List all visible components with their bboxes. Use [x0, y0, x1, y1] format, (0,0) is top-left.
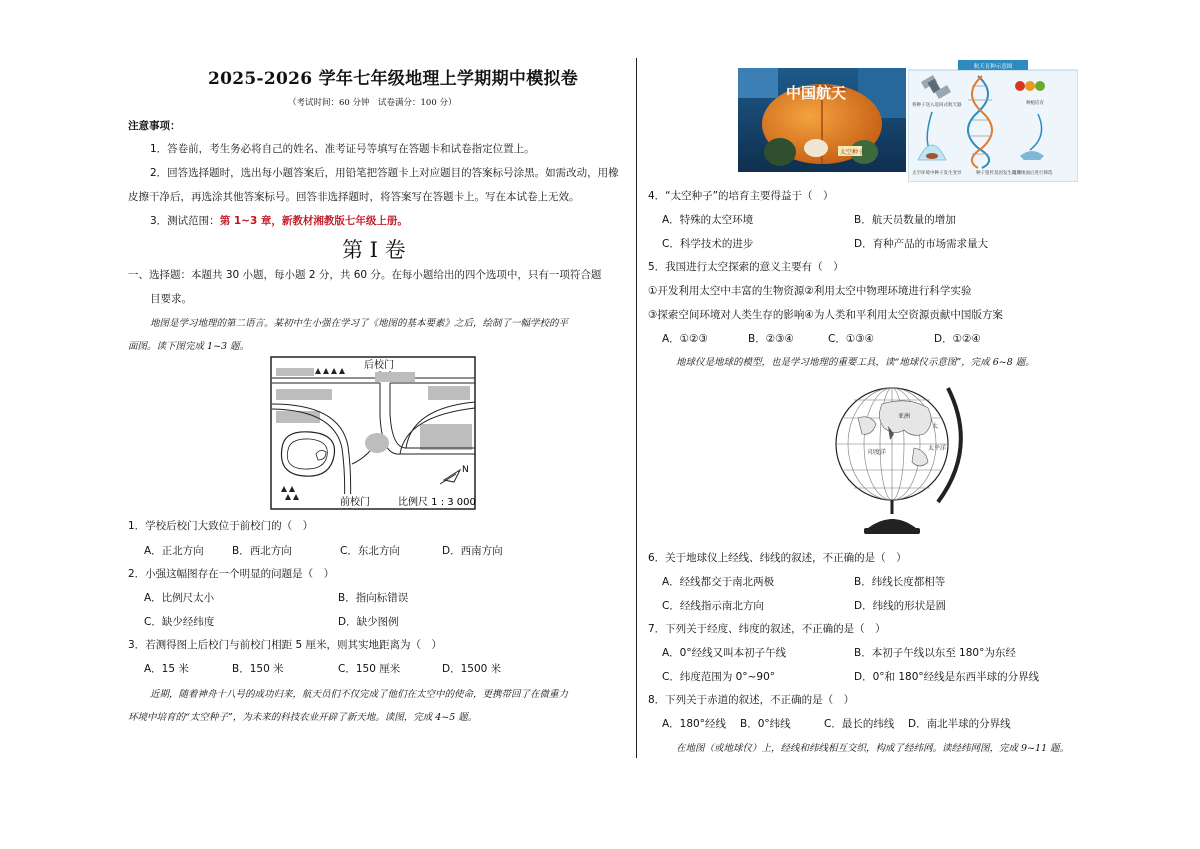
- space-breeding-diagram: [908, 60, 1078, 182]
- question-6-option-d[interactable]: D．纬线的形状是圆: [854, 600, 947, 612]
- notice-item-2-line-1: 2．回答选择题时，选出每小题答案后，用铅笔把答题卡上对应题目的答案标号涂黑。如需改动，用橡: [150, 167, 619, 179]
- pond: [281, 432, 334, 476]
- question-8-option-a[interactable]: A．180°经线: [662, 718, 726, 730]
- passage-3: 地球仪是地球的模型，也是学习地理的重要工具，读“地球仪示意图”，完成 6~8 题。: [676, 357, 1035, 368]
- diagram-title: 航天育种示意图: [973, 64, 1013, 70]
- building: [420, 424, 472, 450]
- column-divider: [636, 58, 637, 758]
- north-label: N: [462, 465, 469, 475]
- question-1-option-c[interactable]: C．东北方向: [340, 545, 400, 557]
- question-4-stem: 4．“太空种子”的培育主要得益于（ ）: [648, 190, 834, 202]
- school-map-figure: [270, 356, 476, 512]
- passage-1-line-2: 面图。读下图完成 1~3 题。: [128, 341, 250, 352]
- passage-2-line-1: 近期，随着神舟十八号的成功归来，航天员们不仅完成了他们在太空中的使命，更携带回了在微重力: [150, 689, 569, 700]
- question-7-stem: 7．下列关于经度、纬度的叙述，不正确的是（ ）: [648, 623, 886, 635]
- question-2-option-a[interactable]: A．比例尺太小: [144, 592, 215, 604]
- notice-item-2-line-2: 皮擦干净后，再选涂其他答案标号。回答非选择题时，将答案写在答题卡上。写在本试卷上无效。: [128, 191, 580, 203]
- question-1-option-a[interactable]: A．正北方向: [144, 545, 204, 557]
- globe-figure: [828, 378, 970, 542]
- question-3-option-b[interactable]: B．150 米: [232, 663, 284, 675]
- question-8-option-b[interactable]: B．0°纬线: [740, 718, 791, 730]
- question-3-stem: 3．若测得图上后校门与前校门相距 5 厘米，则其实地距离为（ ）: [128, 639, 443, 651]
- exam-title: 2025-2026 学年七年级地理上学期期中模拟卷: [208, 69, 579, 89]
- question-7-option-c[interactable]: C．纬度范围为 0°~90°: [662, 671, 776, 683]
- round-lawn: [365, 433, 389, 453]
- step-2-label: 太空环境中种子发生变异: [912, 171, 962, 176]
- back-gate-label: 后校门: [364, 360, 394, 371]
- question-5-statement-2: ③探索空间环境对人类生存的影响④为人类和平利用太空资源贡献中国版方案: [648, 309, 1003, 321]
- question-5-option-b[interactable]: B．②③④: [748, 333, 794, 345]
- globe-label-asia: 亚洲: [898, 413, 911, 420]
- question-2-option-d[interactable]: D．缺少图例: [338, 616, 399, 628]
- passage-2-line-2: 环境中培育的“太空种子”，为未来的科技农业开辟了新天地。读图，完成 4~5 题。: [128, 712, 478, 723]
- question-7-option-d[interactable]: D．0°和 180°经线是东西半球的分界线: [854, 671, 1040, 683]
- question-7-option-b[interactable]: B．本初子午线以东至 180°为东经: [854, 647, 1016, 659]
- passage-1-line-1: 地图是学习地理的第二语言。某初中生小强在学习了《地图的基本要素》之后，绘制了一幅学校的平: [150, 318, 569, 329]
- notice-item-3: 3．测试范围：第 1~3 章，新教材湘教版七年级上册。: [150, 215, 408, 227]
- step-5-label: 返回地面后进行筛选: [1012, 171, 1053, 176]
- question-8-stem: 8．下列关于赤道的叙述，不正确的是（ ）: [648, 694, 855, 706]
- front-gate-label: 前校门: [340, 497, 370, 508]
- photo-caption: 中国航天: [786, 84, 847, 102]
- globe-label-indian-ocean: 印度洋: [868, 449, 887, 456]
- question-4-option-c[interactable]: C．科学技术的进步: [662, 238, 754, 250]
- scale-label: 比例尺 1 : 3 000: [398, 497, 476, 508]
- globe-label-pacific: 太: [932, 423, 939, 430]
- passage-4: 在地图（或地球仪）上，经线和纬线相互交织，构成了经纬网。读经纬网图，完成 9~11 题。: [676, 743, 1070, 754]
- notice-heading: 注意事项：: [128, 120, 181, 132]
- question-1-option-b[interactable]: B．西北方向: [232, 545, 292, 557]
- question-5-option-a[interactable]: A．①②③: [662, 333, 708, 345]
- question-1-option-d[interactable]: D．西南方向: [442, 545, 503, 557]
- question-2-option-b[interactable]: B．指向标错误: [338, 592, 409, 604]
- question-2-stem: 2．小强这幅图存在一个明显的问题是（ ）: [128, 568, 335, 580]
- building: [276, 389, 332, 400]
- test-scope: 第 1~3 章，新教材湘教版七年级上册。: [219, 215, 408, 227]
- question-3-option-c[interactable]: C．150 厘米: [338, 663, 401, 675]
- question-5-option-c[interactable]: C．①③④: [828, 333, 875, 345]
- building: [428, 386, 470, 400]
- exam-subtitle: （考试时间：60 分钟 试卷满分：100 分）: [288, 98, 457, 108]
- question-7-option-a[interactable]: A．0°经线又叫本初子午线: [662, 647, 787, 659]
- question-2-option-c[interactable]: C．缺少经纬度: [144, 616, 215, 628]
- question-4-option-b[interactable]: B．航天员数量的增加: [854, 214, 956, 226]
- produce-icon: [1015, 81, 1045, 91]
- question-5-statement-1: ①开发利用太空中丰富的生物资源②利用太空中物理环境进行科学实验: [648, 285, 972, 297]
- question-4-option-d[interactable]: D．育种产品的市场需求量大: [854, 238, 989, 250]
- question-6-option-c[interactable]: C．经线指示南北方向: [662, 600, 764, 612]
- globe-stand: [868, 519, 916, 528]
- question-6-option-a[interactable]: A．经线都交于南北两极: [662, 576, 775, 588]
- step-3-label: 种子遗传基因发生改变: [976, 171, 1021, 176]
- question-6-stem: 6．关于地球仪上经线、纬线的叙述，不正确的是（ ）: [648, 552, 907, 564]
- step-1-label: 将种子送入返回式航天器: [912, 103, 962, 108]
- question-5-option-d[interactable]: D．①②④: [934, 333, 981, 345]
- question-3-option-a[interactable]: A．15 米: [144, 663, 189, 675]
- question-3-option-d[interactable]: D．1500 米: [442, 663, 502, 675]
- section-intro-line-2: 目要求。: [150, 293, 192, 305]
- building: [276, 411, 320, 423]
- globe-label-pacific-ocean: 太平洋: [928, 445, 947, 452]
- building: [375, 372, 415, 382]
- section-intro-line-1: 一、选择题：本题共 30 小题，每小题 2 分，共 60 分。在每小题给出的四个选项中，只有一项符合题: [128, 269, 602, 281]
- question-4-option-a[interactable]: A．特殊的太空环境: [662, 214, 754, 226]
- question-5-stem: 5．我国进行太空探索的意义主要有（ ）: [648, 261, 844, 273]
- question-8-option-c[interactable]: C．最长的纬线: [824, 718, 895, 730]
- space-seed-photo: [738, 68, 906, 172]
- step-4-label: 种植培育: [1026, 101, 1044, 106]
- volume-heading: 第 I 卷: [342, 238, 406, 262]
- question-8-option-d[interactable]: D．南北半球的分界线: [908, 718, 1011, 730]
- building: [276, 368, 314, 376]
- question-6-option-b[interactable]: B．纬线长度都相等: [854, 576, 946, 588]
- notice-item-1: 1．答卷前，考生务必将自己的姓名、准考证号等填写在答题卡和试卷指定位置上。: [150, 143, 535, 155]
- photo-tag: 太空种子: [840, 149, 865, 156]
- question-1-stem: 1．学校后校门大致位于前校门的（ ）: [128, 520, 314, 532]
